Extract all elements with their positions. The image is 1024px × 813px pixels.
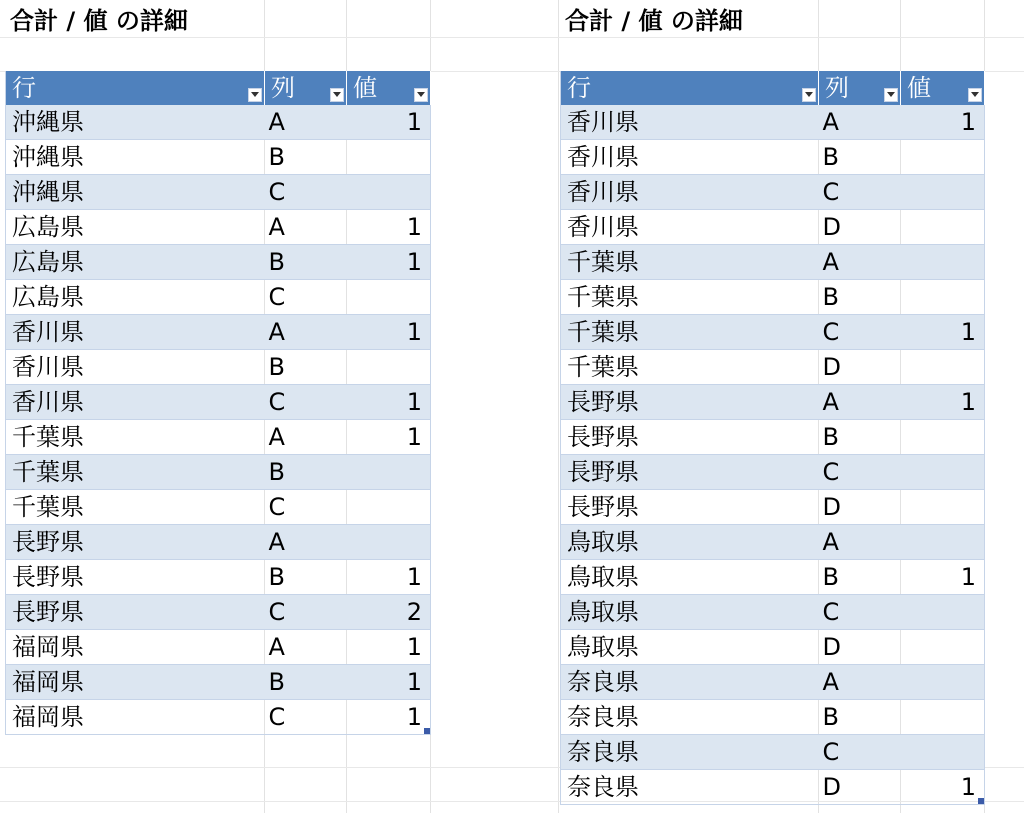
column-label-cell[interactable]: D: [819, 210, 901, 245]
row-label-cell[interactable]: 奈良県: [561, 770, 819, 805]
row-label-cell[interactable]: 千葉県: [561, 280, 819, 315]
value-cell[interactable]: [901, 280, 985, 315]
table-row[interactable]: [561, 105, 985, 140]
column-label-cell[interactable]: D: [819, 770, 901, 805]
right-header-row: [561, 71, 985, 105]
column-label-cell[interactable]: A: [265, 315, 347, 350]
value-cell[interactable]: 1: [347, 105, 431, 140]
left-header-val-field[interactable]: [347, 71, 431, 105]
table-row[interactable]: [561, 385, 985, 420]
table-row[interactable]: [6, 525, 431, 560]
table-row[interactable]: [6, 665, 431, 700]
value-cell[interactable]: [901, 700, 985, 735]
row-label-cell[interactable]: 福岡県: [6, 700, 265, 735]
table-row[interactable]: [6, 350, 431, 385]
row-label-cell[interactable]: 千葉県: [561, 315, 819, 350]
column-label-cell[interactable]: A: [265, 420, 347, 455]
row-label-cell[interactable]: 福岡県: [6, 630, 265, 665]
table-row[interactable]: [561, 140, 985, 175]
table-row[interactable]: [6, 700, 431, 735]
column-label-cell[interactable]: B: [265, 245, 347, 280]
row-label-cell[interactable]: 奈良県: [561, 700, 819, 735]
column-label-cell[interactable]: C: [819, 175, 901, 210]
table-row[interactable]: [561, 560, 985, 595]
value-cell[interactable]: 1: [347, 560, 431, 595]
row-label-cell[interactable]: 長野県: [561, 455, 819, 490]
row-label-cell[interactable]: 千葉県: [561, 245, 819, 280]
column-label-cell[interactable]: A: [265, 210, 347, 245]
value-cell[interactable]: [901, 595, 985, 630]
table-row[interactable]: [561, 210, 985, 245]
table-row[interactable]: [6, 595, 431, 630]
column-label-cell[interactable]: C: [265, 700, 347, 735]
table-row[interactable]: [561, 770, 985, 805]
row-label-cell[interactable]: 奈良県: [561, 665, 819, 700]
value-cell[interactable]: [347, 525, 431, 560]
value-cell[interactable]: [901, 175, 985, 210]
value-cell[interactable]: [901, 735, 985, 770]
table-row[interactable]: [6, 385, 431, 420]
table-row[interactable]: [6, 175, 431, 210]
value-cell[interactable]: [901, 525, 985, 560]
right-header-val-label: 値: [907, 74, 931, 102]
column-label-cell[interactable]: C: [819, 735, 901, 770]
filter-dropdown-icon[interactable]: [414, 88, 428, 102]
value-cell[interactable]: 1: [901, 315, 985, 350]
left-header-col-label: 列: [271, 74, 295, 102]
filter-dropdown-icon[interactable]: [802, 88, 816, 102]
row-label-cell[interactable]: 鳥取県: [561, 630, 819, 665]
row-label-cell[interactable]: 鳥取県: [561, 560, 819, 595]
left-header-row-label: 行: [12, 74, 36, 102]
value-cell[interactable]: 1: [347, 315, 431, 350]
row-label-cell[interactable]: 長野県: [561, 385, 819, 420]
row-label-cell[interactable]: 香川県: [561, 140, 819, 175]
column-label-cell[interactable]: B: [819, 280, 901, 315]
column-label-cell[interactable]: C: [819, 315, 901, 350]
table-row[interactable]: [561, 735, 985, 770]
left-header-row: [6, 71, 431, 105]
column-label-cell[interactable]: A: [819, 665, 901, 700]
value-cell[interactable]: [347, 350, 431, 385]
filter-dropdown-icon[interactable]: [884, 88, 898, 102]
value-cell[interactable]: 1: [901, 105, 985, 140]
row-label-cell[interactable]: 香川県: [561, 175, 819, 210]
column-label-cell[interactable]: B: [265, 350, 347, 385]
row-label-cell[interactable]: 福岡県: [6, 665, 265, 700]
right-pivot-title[interactable]: 合計 / 値 の詳細: [565, 7, 743, 35]
value-cell[interactable]: [347, 140, 431, 175]
table-row[interactable]: [561, 280, 985, 315]
value-cell[interactable]: [901, 245, 985, 280]
value-cell[interactable]: [347, 490, 431, 525]
value-cell[interactable]: [901, 665, 985, 700]
column-label-cell[interactable]: A: [265, 525, 347, 560]
value-cell[interactable]: [347, 175, 431, 210]
filter-dropdown-icon[interactable]: [330, 88, 344, 102]
column-label-cell[interactable]: C: [819, 595, 901, 630]
row-label-cell[interactable]: 香川県: [6, 350, 265, 385]
resize-handle[interactable]: [978, 798, 984, 804]
right-header-row-label: 行: [567, 74, 591, 102]
value-cell[interactable]: 1: [347, 210, 431, 245]
column-label-cell[interactable]: C: [265, 385, 347, 420]
row-label-cell[interactable]: 千葉県: [6, 420, 265, 455]
value-cell[interactable]: 1: [347, 630, 431, 665]
table-row[interactable]: [561, 595, 985, 630]
row-label-cell[interactable]: 奈良県: [561, 735, 819, 770]
column-label-cell[interactable]: B: [265, 455, 347, 490]
filter-dropdown-icon[interactable]: [248, 88, 262, 102]
right-header-row-field[interactable]: [561, 71, 819, 105]
left-pivot-table[interactable]: [5, 71, 431, 735]
row-label-cell[interactable]: 鳥取県: [561, 525, 819, 560]
right-header-val-field[interactable]: [901, 71, 985, 105]
left-header-row-field[interactable]: [6, 71, 265, 105]
table-row[interactable]: [561, 315, 985, 350]
value-cell[interactable]: [347, 455, 431, 490]
column-label-cell[interactable]: A: [819, 105, 901, 140]
table-row[interactable]: [6, 455, 431, 490]
table-row[interactable]: [561, 420, 985, 455]
table-row[interactable]: [6, 210, 431, 245]
row-label-cell[interactable]: 千葉県: [6, 490, 265, 525]
table-row[interactable]: [561, 630, 985, 665]
row-label-cell[interactable]: 長野県: [561, 420, 819, 455]
column-label-cell[interactable]: C: [265, 280, 347, 315]
filter-dropdown-icon[interactable]: [968, 88, 982, 102]
value-cell[interactable]: 1: [901, 560, 985, 595]
value-cell[interactable]: [347, 280, 431, 315]
row-label-cell[interactable]: 沖縄県: [6, 140, 265, 175]
row-label-cell[interactable]: 鳥取県: [561, 595, 819, 630]
column-label-cell[interactable]: D: [819, 630, 901, 665]
row-label-cell[interactable]: 香川県: [6, 385, 265, 420]
table-row[interactable]: [6, 280, 431, 315]
row-label-cell[interactable]: 香川県: [6, 315, 265, 350]
column-label-cell[interactable]: B: [265, 140, 347, 175]
value-cell[interactable]: [901, 210, 985, 245]
column-label-cell[interactable]: B: [819, 700, 901, 735]
left-pivot-title[interactable]: 合計 / 値 の詳細: [10, 7, 188, 35]
left-header-val-label: 値: [353, 74, 377, 102]
row-label-cell[interactable]: 香川県: [561, 210, 819, 245]
column-label-cell[interactable]: B: [819, 420, 901, 455]
row-label-cell[interactable]: 香川県: [561, 105, 819, 140]
value-cell[interactable]: 2: [347, 595, 431, 630]
table-row[interactable]: [6, 490, 431, 525]
column-label-cell[interactable]: A: [819, 245, 901, 280]
table-row[interactable]: [6, 245, 431, 280]
column-label-cell[interactable]: A: [265, 105, 347, 140]
value-cell[interactable]: 1: [347, 245, 431, 280]
column-label-cell[interactable]: B: [819, 140, 901, 175]
value-cell[interactable]: 1: [347, 385, 431, 420]
table-row[interactable]: [6, 630, 431, 665]
table-row[interactable]: [561, 350, 985, 385]
table-row[interactable]: [561, 525, 985, 560]
right-pivot-table[interactable]: [560, 71, 985, 805]
table-row[interactable]: [561, 455, 985, 490]
column-label-cell[interactable]: B: [819, 560, 901, 595]
row-label-cell[interactable]: 広島県: [6, 245, 265, 280]
right-header-col-label: 列: [825, 74, 849, 102]
row-label-cell[interactable]: 長野県: [6, 525, 265, 560]
row-label-cell[interactable]: 千葉県: [561, 350, 819, 385]
table-row[interactable]: [561, 245, 985, 280]
column-label-cell[interactable]: C: [265, 490, 347, 525]
value-cell[interactable]: 1: [347, 700, 431, 735]
column-label-cell[interactable]: B: [265, 560, 347, 595]
column-label-cell[interactable]: C: [265, 595, 347, 630]
value-cell[interactable]: [901, 630, 985, 665]
table-row[interactable]: [6, 420, 431, 455]
column-label-cell[interactable]: D: [819, 490, 901, 525]
value-cell[interactable]: [901, 350, 985, 385]
row-label-cell[interactable]: 長野県: [561, 490, 819, 525]
value-cell[interactable]: 1: [347, 665, 431, 700]
column-label-cell[interactable]: C: [819, 455, 901, 490]
table-row[interactable]: [6, 315, 431, 350]
table-row[interactable]: [6, 105, 431, 140]
value-cell[interactable]: [901, 455, 985, 490]
column-label-cell[interactable]: A: [265, 630, 347, 665]
row-label-cell[interactable]: 広島県: [6, 280, 265, 315]
table-row[interactable]: [561, 700, 985, 735]
value-cell[interactable]: [901, 140, 985, 175]
row-label-cell[interactable]: 長野県: [6, 595, 265, 630]
row-label-cell[interactable]: 長野県: [6, 560, 265, 595]
row-label-cell[interactable]: 沖縄県: [6, 105, 265, 140]
value-cell[interactable]: 1: [901, 385, 985, 420]
column-label-cell[interactable]: A: [819, 385, 901, 420]
column-label-cell[interactable]: B: [265, 665, 347, 700]
left-header-col-field[interactable]: [265, 71, 347, 105]
table-row[interactable]: [6, 560, 431, 595]
table-row[interactable]: [561, 665, 985, 700]
column-label-cell[interactable]: A: [819, 525, 901, 560]
right-header-col-field[interactable]: [819, 71, 901, 105]
resize-handle[interactable]: [424, 728, 430, 734]
row-label-cell[interactable]: 広島県: [6, 210, 265, 245]
value-cell[interactable]: 1: [347, 420, 431, 455]
column-label-cell[interactable]: D: [819, 350, 901, 385]
row-label-cell[interactable]: 千葉県: [6, 455, 265, 490]
value-cell[interactable]: 1: [901, 770, 985, 805]
value-cell[interactable]: [901, 420, 985, 455]
table-row[interactable]: [561, 175, 985, 210]
table-row[interactable]: [561, 490, 985, 525]
row-label-cell[interactable]: 沖縄県: [6, 175, 265, 210]
table-row[interactable]: [6, 140, 431, 175]
value-cell[interactable]: [901, 490, 985, 525]
column-label-cell[interactable]: C: [265, 175, 347, 210]
